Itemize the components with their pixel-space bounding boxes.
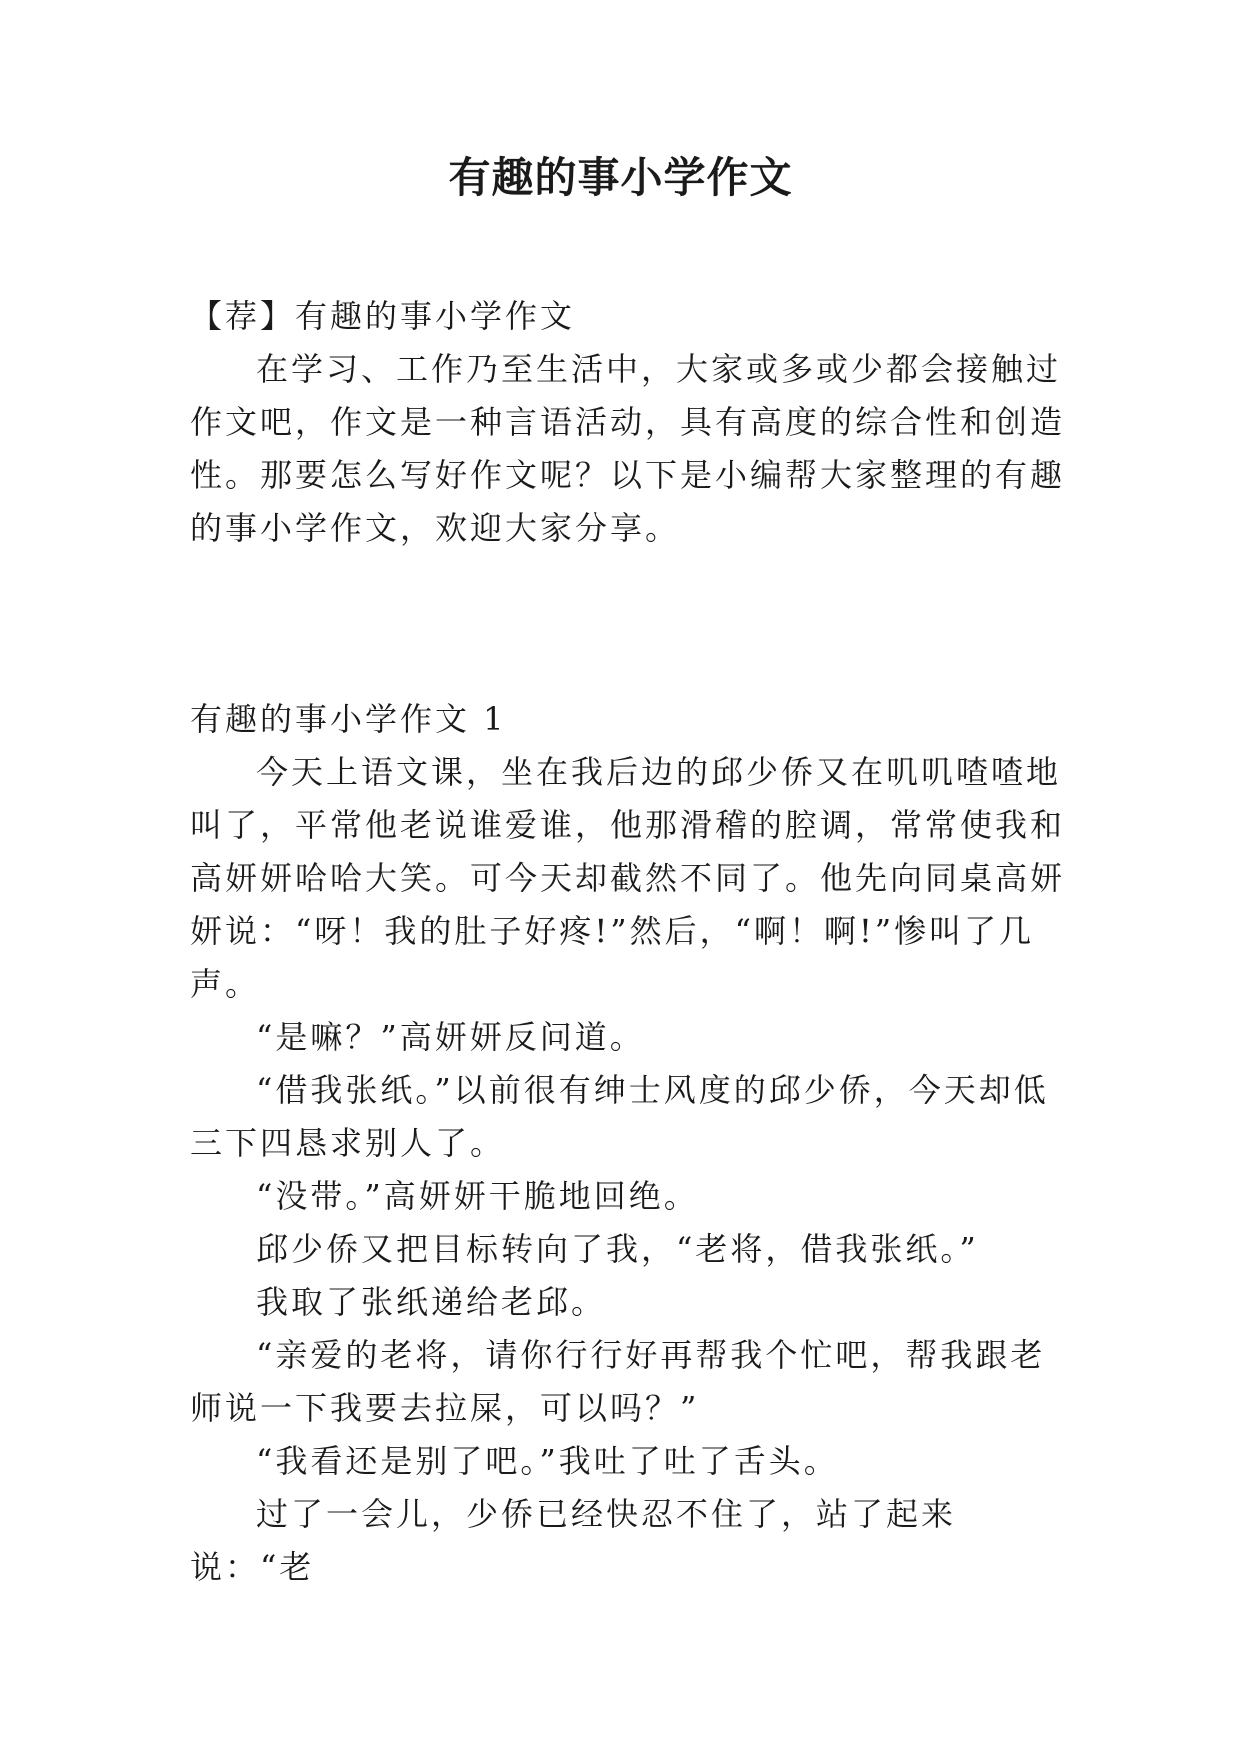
body-paragraph-7: “亲爱的老将，请你行行好再帮我个忙吧，帮我跟老师说一下我要去拉屎，可以吗？” bbox=[190, 1336, 1046, 1427]
body-paragraph-1: 今天上语文课，坐在我后边的邱少侨又在叽叽喳喳地叫了，平常他老说谁爱谁，他那滑稽的腔调，常常使我和高妍妍哈哈大笑。可今天却截然不同了。他先向同桌高妍妍说：“呀！我的肚子好疼!”然后，“啊！啊!”惨叫了几声。 bbox=[190, 753, 1066, 1003]
body-paragraph-5: 邱少侨又把目标转向了我，“老将，借我张纸。” bbox=[256, 1230, 979, 1268]
document-title: 有趣的事小学作文 bbox=[448, 153, 793, 202]
intro-label: 【荐】有趣的事小学作文 bbox=[190, 297, 576, 335]
document-body bbox=[190, 290, 1070, 1594]
section-spacer bbox=[190, 555, 1070, 693]
body-paragraph-2: “是嘛？”高妍妍反问道。 bbox=[256, 1018, 645, 1056]
section-heading: 有趣的事小学作文 1 bbox=[190, 700, 507, 738]
body-paragraph-6: 我取了张纸递给老邱。 bbox=[256, 1283, 607, 1321]
body-paragraph-3: “借我张纸。”以前很有绅士风度的邱少侨，今天却低三下四恳求别人了。 bbox=[190, 1071, 1049, 1162]
body-paragraph-9: 过了一会儿，少侨已经快忍不住了，站了起来说：“老 bbox=[190, 1495, 957, 1586]
intro-paragraph: 在学习、工作乃至生活中，大家或多或少都会接触过作文吧，作文是一种言语活动，具有高度的综合性和创造性。那要怎么写好作文呢？以下是小编帮大家整理的有趣的事小学作文，欢迎大家分享。 bbox=[190, 350, 1066, 547]
body-paragraph-8: “我看还是别了吧。”我吐了吐了舌头。 bbox=[256, 1442, 839, 1480]
body-paragraph-4: “没带。”高妍妍干脆地回绝。 bbox=[256, 1177, 699, 1215]
